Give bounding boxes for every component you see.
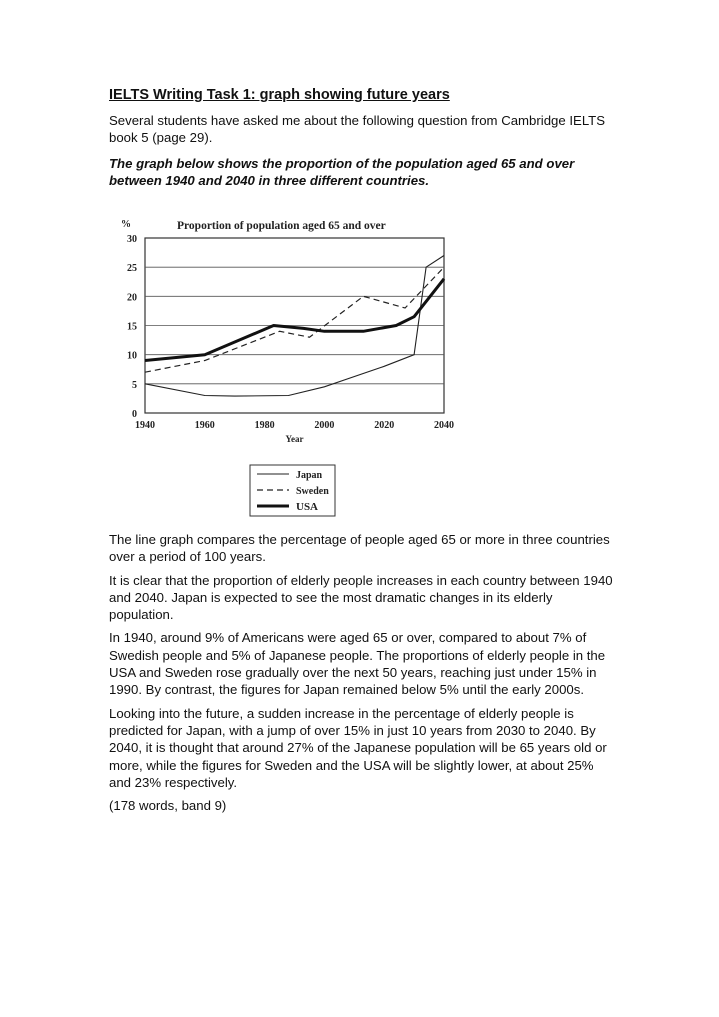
paragraph-1: The line graph compares the percentage of people aged 65 or more in three countries over a period of 100 years.: [109, 532, 610, 565]
y-tick-label: 5: [132, 379, 137, 391]
y-tick-label: 20: [127, 292, 137, 304]
word-count: (178 words, band 9): [109, 798, 227, 814]
chart-title: Proportion of population aged 65 and over: [177, 220, 386, 232]
y-tick-label: 25: [127, 263, 137, 275]
legend-label: Sweden: [296, 486, 329, 497]
question-text: The graph below shows the proportion of the population aged 65 and over between 1940 and 2040 in three different countries.: [109, 155, 575, 188]
x-axis-label: Year: [285, 434, 304, 444]
line-chart: [109, 202, 473, 518]
x-tick-label: 1940: [135, 420, 155, 431]
x-tick-label: 2040: [434, 420, 454, 431]
x-tick-label: 2020: [374, 420, 395, 431]
page-title: IELTS Writing Task 1: graph showing future years: [109, 87, 450, 103]
x-tick-label: 2000: [314, 420, 335, 431]
series-line-usa: [145, 279, 444, 361]
legend-label: Japan: [296, 470, 323, 481]
document-header: [109, 86, 609, 197]
intro-paragraph: Several students have asked me about the following question from Cambridge IELTS book 5 (page 29).: [109, 113, 606, 146]
legend-label: USA: [296, 501, 319, 513]
answer-body: [109, 531, 614, 820]
y-tick-label: 30: [127, 234, 137, 245]
paragraph-2: It is clear that the proportion of elderly people increases in each country between 1940 and 2040. Japan is expected to see the most dramatic changes in its elderly population.: [109, 572, 613, 623]
line-chart-figure: [109, 202, 473, 518]
y-tick-label: 10: [127, 350, 137, 362]
y-tick-label: 15: [127, 321, 137, 333]
y-tick-label: 0: [132, 409, 137, 420]
x-tick-label: 1960: [194, 420, 215, 431]
paragraph-3: In 1940, around 9% of Americans were aged 65 or over, compared to about 7% of Swedish people and 5% of Japanese people. The proportions of elderly people in the USA and Sweden rose gradually over the next 50 years, reaching just under 15% in 1990. By contrast, the figures for Japan remained below 5% until the early 2000s.: [109, 630, 606, 698]
paragraph-4: Looking into the future, a sudden increase in the percentage of elderly people is predicted for Japan, with a jump of over 15% in just 10 years from 2030 to 2040. By 2040, it is thought that around 27% of the Japanese population will be 65 years old or more, while the figures for Sweden and the USA will be slightly lower, at about 25% and 23% respectively.: [109, 705, 607, 790]
y-axis-label: %: [121, 219, 131, 230]
x-tick-label: 1980: [254, 420, 275, 431]
